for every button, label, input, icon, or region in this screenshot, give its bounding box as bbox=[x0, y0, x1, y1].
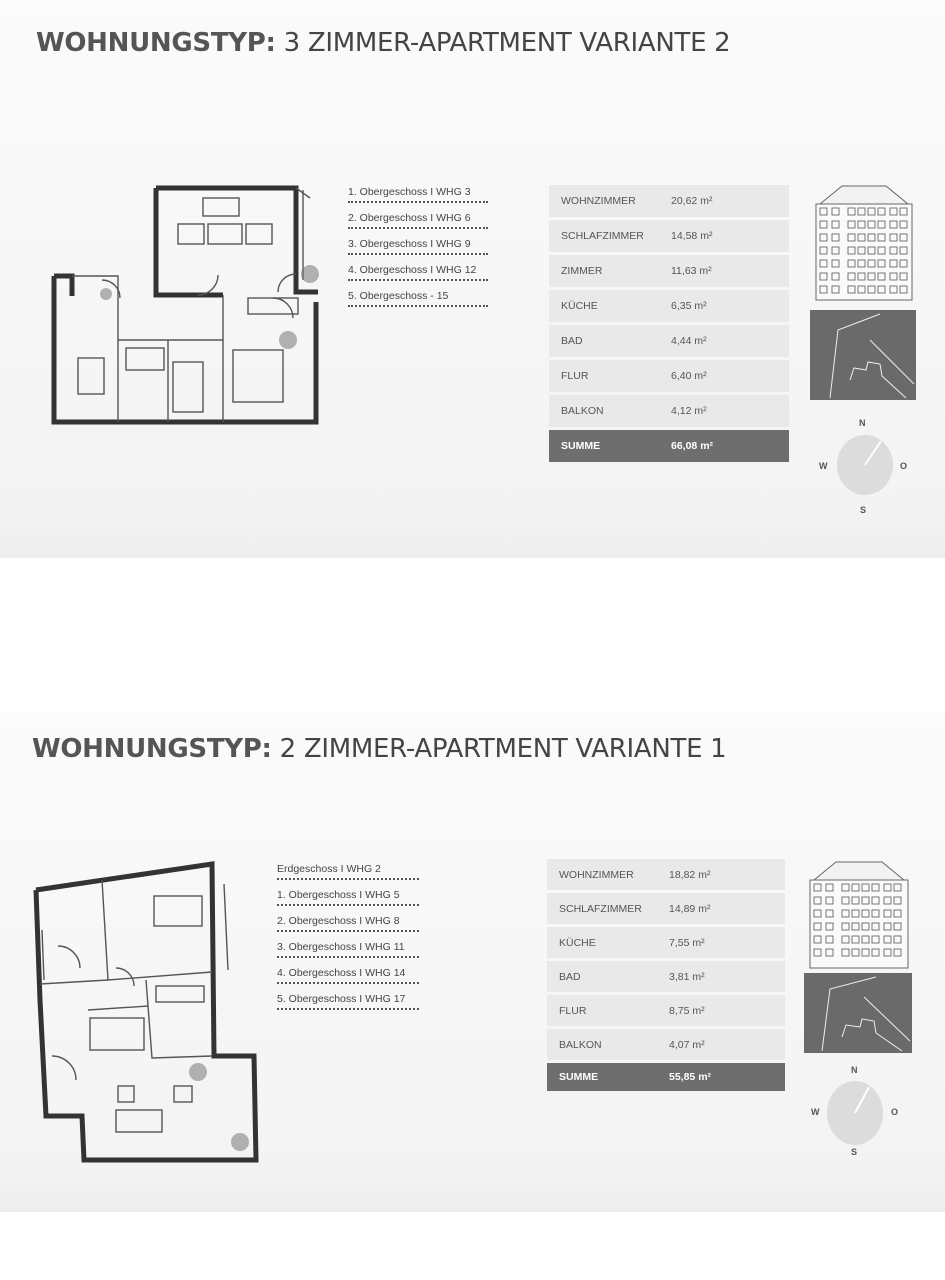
heading-label: WOHNUNGSTYP: bbox=[36, 28, 276, 58]
floor-list bbox=[277, 863, 419, 1019]
room-area: 6,40 m² bbox=[671, 370, 707, 382]
area-table bbox=[549, 185, 789, 465]
room-name: FLUR bbox=[561, 370, 589, 382]
floor-item: 3. Obergeschoss I WHG 9 bbox=[348, 238, 488, 255]
area-row bbox=[547, 961, 785, 992]
floor-item: 5. Obergeschoss I WHG 17 bbox=[277, 993, 419, 1010]
compass-needle-icon bbox=[837, 435, 893, 495]
floor-list bbox=[348, 186, 488, 316]
building-facade-illustration bbox=[812, 182, 916, 302]
room-area: 18,82 m² bbox=[669, 868, 711, 881]
area-row bbox=[547, 927, 785, 958]
room-name: SCHLAFZIMMER bbox=[559, 902, 642, 915]
heading-title: 2 ZIMMER-APARTMENT VARIANTE 1 bbox=[279, 734, 727, 764]
section-heading bbox=[32, 734, 726, 764]
area-table bbox=[547, 859, 785, 1094]
heading-label: WOHNUNGSTYP: bbox=[32, 734, 272, 764]
heading-title: 3 ZIMMER-APARTMENT VARIANTE 2 bbox=[283, 28, 731, 58]
room-name: KÜCHE bbox=[559, 936, 596, 949]
compass-north: N bbox=[851, 1065, 858, 1075]
compass-south: S bbox=[860, 505, 867, 515]
total-area: 66,08 m² bbox=[671, 440, 714, 452]
room-name: KÜCHE bbox=[561, 300, 598, 312]
compass-west: W bbox=[819, 461, 828, 471]
room-name: WOHNZIMMER bbox=[561, 195, 636, 207]
total-row bbox=[549, 430, 789, 462]
room-area: 14,89 m² bbox=[669, 902, 711, 915]
section-heading bbox=[36, 28, 730, 58]
room-name: SCHLAFZIMMER bbox=[561, 230, 644, 242]
area-row bbox=[547, 1029, 785, 1060]
room-name: ZIMMER bbox=[561, 265, 603, 277]
room-area: 11,63 m² bbox=[671, 265, 712, 277]
area-row bbox=[547, 859, 785, 890]
room-name: BAD bbox=[559, 970, 581, 983]
site-plan-lines bbox=[810, 310, 916, 400]
room-name: WOHNZIMMER bbox=[559, 868, 634, 881]
compass-needle-icon bbox=[827, 1081, 883, 1145]
room-name: BAD bbox=[561, 335, 583, 347]
area-row bbox=[549, 395, 789, 427]
area-row bbox=[549, 220, 789, 252]
room-area: 14,58 m² bbox=[671, 230, 713, 242]
area-row bbox=[549, 325, 789, 357]
area-row bbox=[549, 255, 789, 287]
floor-item: 1. Obergeschoss I WHG 3 bbox=[348, 186, 488, 203]
room-area: 8,75 m² bbox=[669, 1004, 705, 1017]
floor-item: 2. Obergeschoss I WHG 8 bbox=[277, 915, 419, 932]
total-row bbox=[547, 1063, 785, 1091]
site-plan-lines bbox=[804, 973, 912, 1053]
room-area: 4,07 m² bbox=[669, 1038, 705, 1051]
area-row bbox=[549, 185, 789, 217]
floor-item: Erdgeschoss I WHG 2 bbox=[277, 863, 419, 880]
floor-item: 3. Obergeschoss I WHG 11 bbox=[277, 941, 419, 958]
room-area: 4,12 m² bbox=[671, 405, 707, 417]
site-plan bbox=[804, 973, 912, 1053]
room-name: FLUR bbox=[559, 1004, 587, 1017]
total-label: SUMME bbox=[561, 440, 601, 452]
compass-east: O bbox=[891, 1107, 899, 1117]
area-row bbox=[549, 290, 789, 322]
room-area: 7,55 m² bbox=[669, 936, 705, 949]
compass-west: W bbox=[811, 1107, 820, 1117]
floor-item: 1. Obergeschoss I WHG 5 bbox=[277, 889, 419, 906]
floor-item: 5. Obergeschoss - 15 bbox=[348, 290, 488, 307]
total-area: 55,85 m² bbox=[669, 1071, 712, 1083]
site-plan bbox=[810, 310, 916, 400]
compass-south: S bbox=[851, 1147, 858, 1157]
compass bbox=[805, 1063, 905, 1163]
compass bbox=[815, 415, 915, 515]
room-name: BALKON bbox=[561, 405, 604, 417]
area-row bbox=[549, 360, 789, 392]
room-area: 6,35 m² bbox=[671, 300, 707, 312]
floor-item: 2. Obergeschoss I WHG 6 bbox=[348, 212, 488, 229]
room-name: BALKON bbox=[559, 1038, 602, 1051]
total-label: SUMME bbox=[559, 1071, 599, 1083]
area-row bbox=[547, 893, 785, 924]
floor-plan bbox=[48, 180, 328, 430]
floor-plan bbox=[28, 860, 268, 1165]
room-area: 4,44 m² bbox=[671, 335, 707, 347]
building-facade-illustration bbox=[806, 858, 912, 970]
floor-item: 4. Obergeschoss I WHG 14 bbox=[277, 967, 419, 984]
area-row bbox=[547, 995, 785, 1026]
room-area: 3,81 m² bbox=[669, 970, 705, 983]
room-area: 20,62 m² bbox=[671, 195, 713, 207]
compass-east: O bbox=[900, 461, 908, 471]
compass-north: N bbox=[859, 418, 866, 428]
floor-item: 4. Obergeschoss I WHG 12 bbox=[348, 264, 488, 281]
